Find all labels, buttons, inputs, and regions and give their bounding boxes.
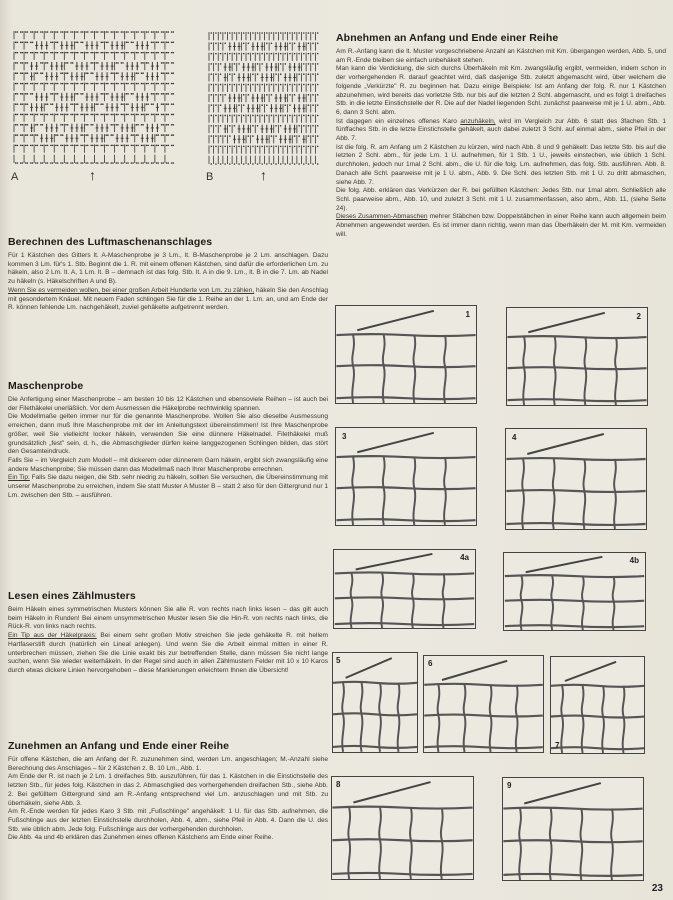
figure-9-number: 9 (507, 781, 512, 790)
page-number: 23 (651, 883, 663, 894)
figure-3-number: 3 (342, 432, 347, 441)
abnehmen-paragraph-3 (336, 118, 666, 144)
abnehmen-p3-start: Ist dagegen ein einzelnes offenes Karo (336, 117, 461, 125)
figure-8-number: 8 (336, 780, 341, 789)
heading-lesen: Lesen eines Zählmusters (8, 590, 136, 602)
lesen-paragraph-2 (8, 632, 328, 676)
figure-2-illustration (507, 308, 647, 405)
figure-7-illustration (551, 657, 644, 753)
abnehmen-paragraph-1: Am R.-Anfang kann die lt. Muster vorgeschriebene Anzahl an Kästchen mit Km. übergangen werden, Abb. 5, und am R.-Ende bleiben sie einfach unbehäkelt stehen. (336, 48, 666, 64)
figure-4b-number: 4b (629, 556, 639, 565)
zunehmen-paragraph-3: Am R.-Ende werden für jedes Karo 3 Stb. mit „Fußschlinge" angehäkelt: 1 U. für das Stb. aufnehmen, die Fußschlinge aus der letzten Einstichstelle durchholen, Abb. 4, abm., siehe Pfeil in Abb. 4. Dann die U. des Stb. wie üblich abm. Jede folg. Fußschlinge aus der vorhergehenden durchholen. (8, 808, 328, 833)
figure-2-number: 2 (636, 312, 641, 321)
figure-4b (503, 552, 646, 631)
maschenprobe-paragraph-1: Die Anfertigung einer Maschenprobe – am besten 10 bis 12 Kästchen und ebensoviele Reihen – ist auch bei der Filethäkelei unerläßlich. Vor dem Ausmessen die Häkelprobe rechtwinklig spannen. (8, 396, 328, 412)
berechnen-rest: häkeln Sie den Anschlag mit gesondertem Knäuel. Mit neuem Faden schlingen Sie für die 1. Reihe an der 1. Lm. an, und am Ende der R. können fehlende Lm. nachgehäkelt, zuviel gehäkelte aufgetrennt werden. (8, 286, 328, 312)
figure-1-number: 1 (465, 310, 470, 319)
chart-b-arrow-icon: ↑ (260, 167, 267, 183)
chart-b-grid (207, 28, 322, 168)
abnehmen-p6-rest: mehrer Stäbchen bzw. Doppelstäbchen in einer Reihe kann auch allgemein beim Abnehmen angewendet werden. Es ist immer dann richtig, wenn man das Überhäkeln der M. mit Km. vermeiden will. (336, 213, 667, 238)
figure-4a-illustration (334, 550, 475, 628)
chart-b-label: B (206, 171, 214, 183)
maschenprobe-paragraph-3: Falls Sie – im Vergleich zum Modell – mit dickerem oder dünnerem Garn häkeln, ergibt sich zwangsläufig eine andere Maschenprobe; Sie müssen dann das Modellmaß nach Ihrer Maschenprobe errechnen. (8, 456, 328, 473)
berechnen-underlined: Wenn Sie es vermeiden wollen, bei einer großen Arbeit Hunderte von Lm. zu zählen, (8, 286, 255, 294)
abnehmen-p3-end: wird im Vergleich zur Abb. 6 statt des 3fachen Stb. 1 fünffaches Stb. in die letzte Einstichstelle gehäkelt, auch dabei zuletzt 3 Schl. auf einmal abm., siehe Pfeil in der Abb. 7. (336, 117, 666, 143)
figure-7-number: 7 (555, 741, 560, 750)
maschenprobe-paragraph-2: Die Modellmaße gelten immer nur für die genannte Maschenprobe. Wollen Sie also dieselbe Ausmessung erreichen, dann muß Ihre Maschenprobe mit der im Anleitungstext übereinstimmen! Ist Ihre Maschenprobe größer, weil Sie vielleicht locker häkeln, verwenden Sie eine dünnere Häkelnadel. Filethäkelei muß grundsätzlich „fest" sein, d. h., die Abmaschglieder dürfen keine langgezogenen Schlingen bilden, das stört den Gesamteindruck. (8, 413, 328, 456)
figure-8 (331, 776, 474, 880)
heading-abnehmen: Abnehmen an Anfang und Ende einer Reihe (336, 32, 559, 44)
lesen-tip-label: Ein Tip aus der Häkelpraxis: (8, 632, 97, 640)
berechnen-paragraph-2 (8, 287, 328, 313)
zunehmen-paragraph-1: Für offene Kästchen, die am Anfang der R. zuzunehmen sind, werden Lm. angeschlagen; M.-Anzahl siehe Berechnung des Anschlages – für 2 Kästchen z. B. 10 Lm., Abb. 1. (8, 756, 328, 772)
section-maschenprobe (8, 380, 328, 500)
section-lesen (8, 590, 328, 676)
zunehmen-paragraph-2: Am Ende der R. ist nach je 2 Lm. 1 dreifaches Stb. auszuführen, für das 1. Kästchen in die Einstichstelle des letzten Stb., für jedes folg. Kästchen in das 2. Abmaschglied des vorhergehenden dreifachen Stb., siehe Abb. 2. Bei gefülltem Gittergrund sind am R.-Anfang entsprechend viel Lm. anzuschlagen und mit Stb. zu überhäkeln, siehe Abb. 3. (8, 773, 328, 807)
figure-9 (502, 777, 644, 881)
heading-berechnen: Berechnen des Luftmaschenanschlages (8, 236, 213, 248)
abnehmen-p6-underlined: Dieses Zusammen-Abmaschen (336, 213, 428, 221)
berechnen-paragraph-1: Für 1 Kästchen des Gitters lt. A-Maschenprobe je 3 Lm., lt. B-Maschenprobe je 2 Lm. anschlagen. Dazu kommen 3 Lm. für's 1. Stb. Beginnt die 1. R. mit einem offenen Kästchen, sind dafür die erforderlichen Lm. zu häkeln, also 2 Lm. lt. A, 1 Lm. lt. B – demnach ist das folg. Stb. lt. A in die 9. Lm., lt. B in die 7. Lm. ab Nadel zu häkeln (s. Häkelschriften A und B). (8, 252, 328, 286)
figure-4 (505, 428, 647, 530)
abnehmen-p3-underlined: anzuhäkeln, (460, 117, 496, 125)
abnehmen-paragraph-5: Die folg. Abb. erklären das Verkürzen der R. bei gefüllten Kästchen: Jedes Stb. nur 1mal abm. Schließlich alle Schl. paarweise abm., Abb. 10, und zuletzt 3 Schl. mit 1 U. zusammenfassen, also abm., Abb. 11, (siehe Seite 24). (336, 187, 666, 212)
heading-zunehmen: Zunehmen an Anfang und Ende einer Reihe (8, 740, 230, 752)
figure-5 (332, 652, 418, 753)
crochet-chart-a (12, 27, 177, 167)
crochet-chart-b (207, 28, 322, 168)
maschenprobe-paragraph-4 (8, 474, 328, 500)
lesen-tip-text: Bei einem sehr großen Motiv streichen Sie jede gehäkelte R. mit hellem Hartfaserstift durch (natürlich ein Lineal anlegen). Und wenn Sie die Arbeit einmal mitten in einer R. unterbrechen müssen, ziehen Sie die Linie exakt bis zur betreffenden Stelle, dann müssen Sie nicht lange suchen, wenn Sie wieder weiterhäkeln. In der Regel sind auch in allen Zählmustern Felder mit 10 x 10 Karos durch etwas dickere Linien hervorgehoben – diese Markierungen erleichtern Ihnen die Übersicht! (8, 632, 328, 674)
maschenprobe-tip-label: Ein Tip: (8, 474, 30, 482)
figure-4-number: 4 (512, 433, 517, 442)
abnehmen-paragraph-6 (336, 213, 666, 239)
figure-5-illustration (333, 653, 417, 752)
figure-3 (335, 427, 477, 526)
figure-1-illustration (336, 306, 476, 403)
figure-9-illustration (503, 778, 643, 880)
figure-4-illustration (506, 429, 646, 529)
section-abnehmen (336, 32, 666, 239)
figure-8-illustration (332, 777, 473, 879)
maschenprobe-tip-text: Falls Sie dazu neigen, die Stb. sehr niedrig zu häkeln, sollten Sie versuchen, die Übereinstimmung mit unserer Maschenprobe zu erreichen, indem Sie statt Muster A Muster B – statt 2 also für den Gittergrund nur 1 Lm. zwischen den Stb. – ausführen. (8, 474, 328, 499)
chart-a-arrow-icon: ↑ (89, 167, 96, 183)
figure-3-illustration (336, 428, 476, 525)
heading-maschenprobe: Maschenprobe (8, 380, 84, 392)
figure-4a-number: 4a (460, 553, 469, 562)
figure-4b-illustration (504, 553, 645, 630)
figure-2 (506, 307, 648, 406)
section-berechnen (8, 236, 328, 313)
chart-a-label: A (11, 171, 19, 183)
figure-1 (335, 305, 477, 404)
zunehmen-paragraph-4: Die Abb. 4a und 4b erklären das Zunehmen eines offenen Kästchens am Ende einer Reihe. (8, 834, 274, 842)
abnehmen-paragraph-4: Ist die folg. R. am Anfang um 2 Kästchen zu kürzen, wird nach Abb. 8 und 9 gehäkelt: Das letzte Stb. bis auf die letzten 2 Schl. abm., für jede Lm. 1 U. aufnehmen, für 1 Stb. 1 U., jeweils einstechen, wie üblich 1 Schl. durchholen, jedoch nur 1mal 2 Schl. abm., die U. für die folg. Lm. aufnehmen, das folg. Stb. ausführen. Abb. 8. Danach alle Schl. paarweise mit je 1 U. abm., Abb. 9. Die Schl. des letzten Stb. mit 1 U. zu dritt abmaschen, siehe Abb. 7. (336, 143, 666, 186)
figure-6-illustration (424, 656, 543, 752)
figure-4a (333, 549, 476, 629)
section-zunehmen (8, 740, 328, 843)
chart-a-grid (12, 27, 177, 167)
lesen-paragraph-1: Beim Häkeln eines symmetrischen Musters können Sie alle R. von rechts nach links lesen – das gilt auch beim Häkeln in Runden! Bei einem unsymmetrischen Muster lesen Sie die Hin-R. von rechts nach links, die Rück-R. von links nach rechts. (8, 606, 328, 631)
abnehmen-paragraph-2: Man kann die Verdickung, die sich durchs Überhäkeln mit Km. zwangsläufig ergibt, vermeiden, indem schon in der vorhergehenden R. darauf geachtet wird, daß dasjenige Stb. zuletzt abgemascht wird, über welchem die folgende „Verkürzte" R. zu beginnen hat. Dazu einige Beispiele: Ist am Anfang der folg. R. nur 1 Kästchen abzunehmen, wird bereits das vorletzte Stb. nur bis auf die letzten 2 Schl. abgemascht, und es folgt 1 dreifaches Stb. in die letzte Einstichstelle der R. Die auf der Nadel liegenden Schl. zunächst paarweise mit je 1 U. abm., Abb. 6, dann 3 Schl. abm. (336, 65, 666, 116)
figure-5-number: 5 (336, 656, 341, 665)
figure-6-number: 6 (428, 659, 433, 668)
figure-7 (550, 656, 645, 754)
figure-6 (423, 655, 544, 753)
